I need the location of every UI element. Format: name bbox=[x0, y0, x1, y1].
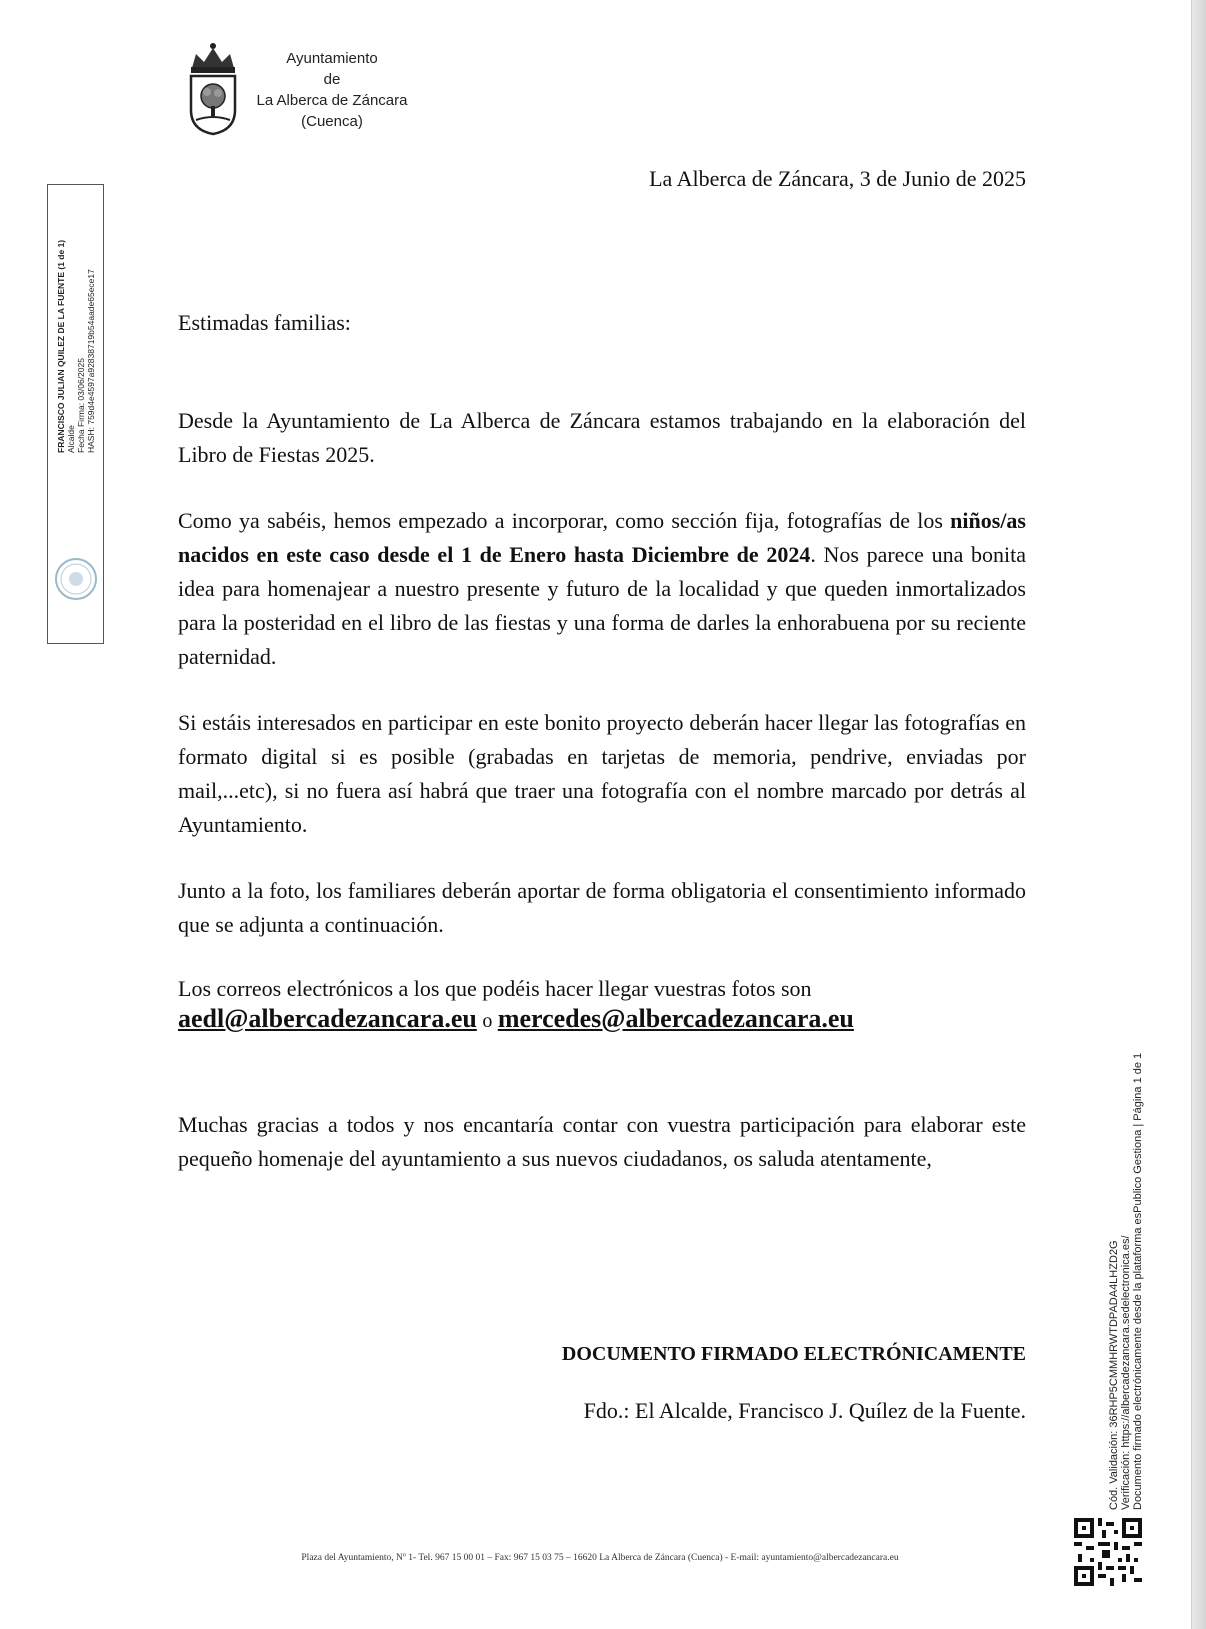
email-link-mercedes[interactable]: mercedes@albercadezancara.eu bbox=[497, 1004, 854, 1033]
greeting: Estimadas familias: bbox=[178, 310, 351, 335]
validation-details bbox=[1108, 1053, 1144, 1510]
coat-of-arms-icon bbox=[186, 40, 240, 136]
paragraph-photos-intro: Como ya sabéis, hemos empezado a incorporar, como sección fija, fotografías de los bbox=[178, 508, 951, 533]
verification-url: Verificación: https://albercadezancara.sedelectronica.es/ bbox=[1120, 1235, 1132, 1510]
org-line-1: Ayuntamiento bbox=[286, 50, 378, 67]
org-line-3: La Alberca de Záncara bbox=[256, 92, 408, 109]
signature-hash: HASH: 759d4e4597a92838719b54aade65ece17 bbox=[86, 269, 96, 453]
paragraph-thanks: Muchas gracias a todos y nos encantaría contar con vuestra participación para elaborar este pequeño homenaje del ayuntamiento a sus nuevos ciudadanos, os saluda atentamente, bbox=[178, 1112, 1026, 1171]
signing-date: Fecha Firma: 03/06/2025 bbox=[76, 358, 86, 453]
page-edge bbox=[1191, 0, 1206, 1629]
signer-role: Alcalde bbox=[66, 425, 76, 453]
platform-note: Documento firmado electrónicamente desde la plataforma esPublico Gestiona | Página 1 de 1 bbox=[1132, 1052, 1144, 1510]
paragraph-emails bbox=[178, 974, 1026, 1036]
paragraph-participation: Si estáis interesados en participar en este bonito proyecto deberán hacer llegar las fotografías en formato digital si es posible (grabadas en tarjetas de memoria, pendrive, enviadas por mail,...etc), si no fuera así habrá que traer una fotografía con el nombre marcado por detrás al Ayuntamiento. bbox=[178, 710, 1026, 837]
paragraph-consent: Junto a la foto, los familiares deberán aportar de forma obligatoria el consentimiento informado que se adjunta a continuación. bbox=[178, 878, 1026, 937]
paragraph-photos-bold: niños/as nacidos en este caso desde el 1 de Enero hasta Diciembre de 2024 bbox=[178, 508, 1026, 567]
email-link-aedl[interactable]: aedl@albercadezancara.eu bbox=[178, 1004, 477, 1033]
paragraph-photos-rest: . Nos parece una bonita idea para homenajear a nuestro presente y futuro de la localidad y que queden inmortalizados para la posteridad en el libro de las fiestas y una forma de darles la enhorabuena por su reciente paternidad. bbox=[178, 542, 1026, 669]
org-line-2: de bbox=[323, 71, 341, 88]
qr-code-icon[interactable] bbox=[1074, 1518, 1142, 1586]
signer-name: FRANCISCO JULIAN QUILEZ DE LA FUENTE (1 de 1) bbox=[56, 239, 66, 453]
signature-line: Fdo.: El Alcalde, Francisco J. Quílez de la Fuente. bbox=[583, 1398, 1026, 1423]
email-separator: o bbox=[482, 1010, 493, 1032]
municipal-logo bbox=[186, 40, 416, 140]
letter-body bbox=[178, 306, 1026, 1176]
document-date: La Alberca de Záncara, 3 de Junio de 2025 bbox=[649, 166, 1026, 191]
signed-label: DOCUMENTO FIRMADO ELECTRÓNICAMENTE bbox=[561, 1343, 1026, 1365]
footer-address: Plaza del Ayuntamiento, Nº 1- Tel. 967 15 00 01 – Fax: 967 15 03 75 – 16620 La Alberca de Záncara (Cuenca) - E-mail: ayuntamiento@albercadezancara.eu bbox=[301, 1553, 899, 1563]
signature-details bbox=[56, 183, 96, 453]
seal-icon bbox=[54, 557, 98, 601]
paragraph-photos bbox=[178, 504, 1026, 674]
validation-code: Cód. Validación: 36RHP5CMMHRWTDPADA4LHZD2G bbox=[1108, 1240, 1120, 1510]
org-line-4: (Cuenca) bbox=[301, 113, 363, 130]
emails-text: Los correos electrónicos a los que podéis hacer llegar vuestras fotos son bbox=[178, 976, 812, 1001]
signature-box bbox=[47, 184, 104, 644]
organization-name bbox=[242, 48, 422, 132]
paragraph-intro: Desde la Ayuntamiento de La Alberca de Záncara estamos trabajando en la elaboración del Libro de Fiestas 2025. bbox=[178, 408, 1026, 467]
